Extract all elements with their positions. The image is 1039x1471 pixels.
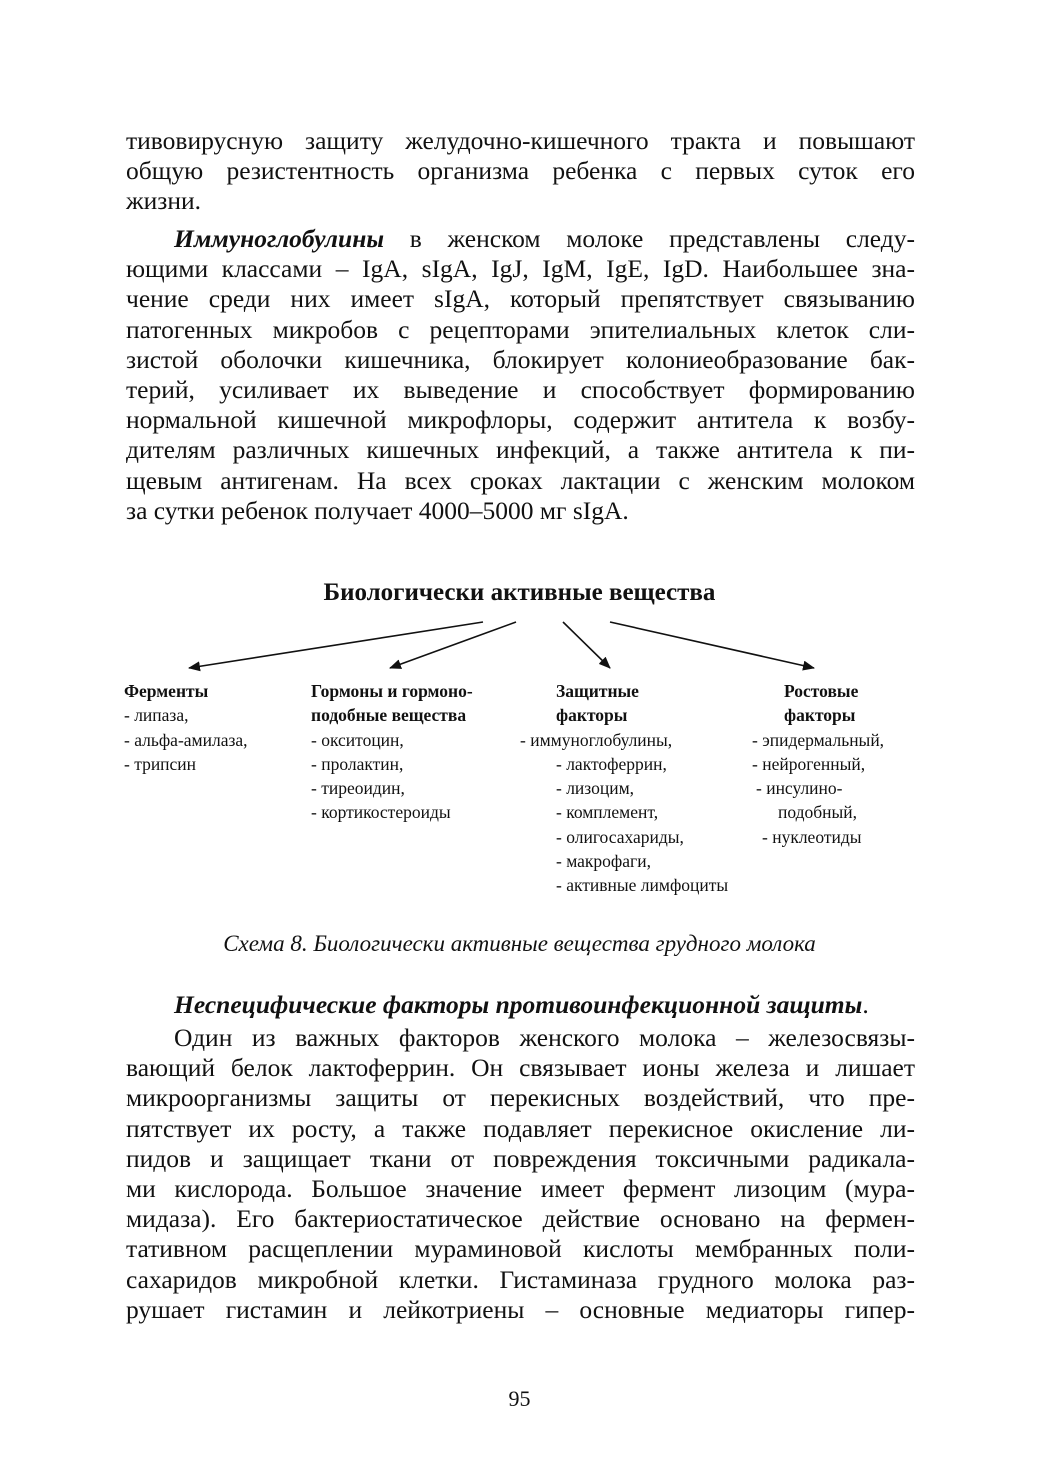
list-item: - трипсин <box>124 753 197 774</box>
list-item: - олигосахариды, <box>556 826 684 847</box>
heading-punctuation: . <box>862 990 869 1019</box>
section-heading-block <box>126 990 915 1020</box>
text-line: жизни. <box>126 186 202 216</box>
list-item: - макрофаги, <box>556 851 651 872</box>
diagram-title: Биологически активные вещества <box>323 579 716 606</box>
section-heading <box>126 990 915 1020</box>
text-line: ющими классами – IgA, sIgA, IgJ, IgM, IgE, IgD. Наибольшее зна- <box>126 254 915 284</box>
list-item: - иммуноглобулины, <box>520 729 673 750</box>
term-immunoglobulins: Иммуноглобулины <box>174 224 385 253</box>
text-line: терий, усиливает их выведение и способствует формированию <box>126 375 915 405</box>
section-heading-text: Неспецифические факторы противоинфекционной защиты <box>174 990 863 1019</box>
column-growth-factors <box>752 679 884 849</box>
list-item: - лактоферрин, <box>556 753 667 774</box>
list-item: - пролактин, <box>311 753 404 774</box>
list-item: - альфа-амилаза, <box>124 729 248 750</box>
text-line <box>126 224 915 254</box>
list-item: - эпидермальный, <box>752 729 885 750</box>
text-line: дителям различных кишечных инфекций, а также антитела к пи- <box>126 435 915 465</box>
list-item: - нейрогенный, <box>752 753 866 774</box>
arrow-to-hormones <box>390 622 516 668</box>
text-line: ми кислорода. Большое значение имеет фермент лизоцим (мура- <box>126 1174 915 1204</box>
text-line: тативном расщеплении мураминовой кислоты мембранных поли- <box>126 1234 915 1264</box>
list-item: подобный, <box>778 802 858 823</box>
text-line: нормальной кишечной микрофлоры, содержит антитела к возбу- <box>126 405 915 435</box>
figure-caption: Схема 8. Биологически активные вещества грудного молока <box>223 931 816 956</box>
column-heading: факторы <box>556 705 628 726</box>
column-heading: Гормоны и гормоно- <box>311 681 473 701</box>
text-line: пидов и защищает ткани от повреждения токсичными радикала- <box>126 1143 915 1173</box>
text-line: зистой оболочки кишечника, блокирует колониеобразование бак- <box>126 344 915 374</box>
page-number: 95 <box>508 1386 531 1411</box>
column-heading: Защитные <box>556 681 639 701</box>
list-item: - окситоцин, <box>311 729 404 750</box>
list-item: - активные лимфоциты <box>556 875 729 896</box>
list-item: - кортикостероиды <box>311 802 451 823</box>
text-line: микроорганизмы защиты от перекисных воздействий, что пре- <box>126 1083 915 1113</box>
text-line: за сутки ребенок получает 4000–5000 мг sIgA. <box>126 495 629 525</box>
column-heading: подобные вещества <box>311 705 467 726</box>
text-line: общую резистентность организма ребенка с первых суток его <box>126 156 915 186</box>
text-line: щевым антигенам. На всех сроках лактации с женским молоком <box>126 465 915 495</box>
text-line: рушает гистамин и лейкотриены – основные медиаторы гипер- <box>126 1294 915 1324</box>
list-item: - нуклеотиды <box>762 826 862 847</box>
text-line: патогенных микробов с рецепторами эпителиальных клеток сли- <box>126 314 915 344</box>
list-item: - инсулино- <box>756 778 843 799</box>
paragraph-lactoferrin <box>126 1023 915 1325</box>
column-heading: Ферменты <box>124 681 209 701</box>
list-item: - комплемент, <box>556 802 659 823</box>
list-item: - липаза, <box>124 705 189 726</box>
text-line: сахаридов микробной клетки. Гистаминаза грудного молока раз- <box>126 1264 915 1294</box>
column-protective-factors <box>520 679 728 898</box>
text-line: мидаза). Его бактериостатическое действие основано на фермен- <box>126 1204 915 1234</box>
arrow-to-growth <box>610 622 814 668</box>
text-line: пятствует их росту, а также подавляет перекисное окисление ли- <box>126 1113 915 1143</box>
column-heading: Ростовые <box>784 681 859 701</box>
list-item: - лизоцим, <box>556 778 635 799</box>
column-heading: факторы <box>784 705 856 726</box>
text-fragment: в женском молоке представлены следу- <box>384 224 915 253</box>
list-item: - тиреоидин, <box>311 778 405 799</box>
paragraph-continuation <box>126 126 915 217</box>
arrow-to-protective <box>563 622 610 668</box>
arrow-to-enzymes <box>189 622 483 668</box>
column-enzymes <box>124 679 248 776</box>
text-line: вающий белок лактоферрин. Он связывает ионы железа и лишает <box>126 1053 915 1083</box>
column-hormones <box>311 679 473 825</box>
text-line: Один из важных факторов женского молока – железосвязы- <box>174 1023 915 1052</box>
paragraph-immunoglobulins <box>126 224 915 526</box>
text-line: тивовирусную защиту желудочно-кишечного тракта и повышают <box>126 126 915 155</box>
text-line: чение среди них имеет sIgA, который препятствует связыванию <box>126 284 915 314</box>
